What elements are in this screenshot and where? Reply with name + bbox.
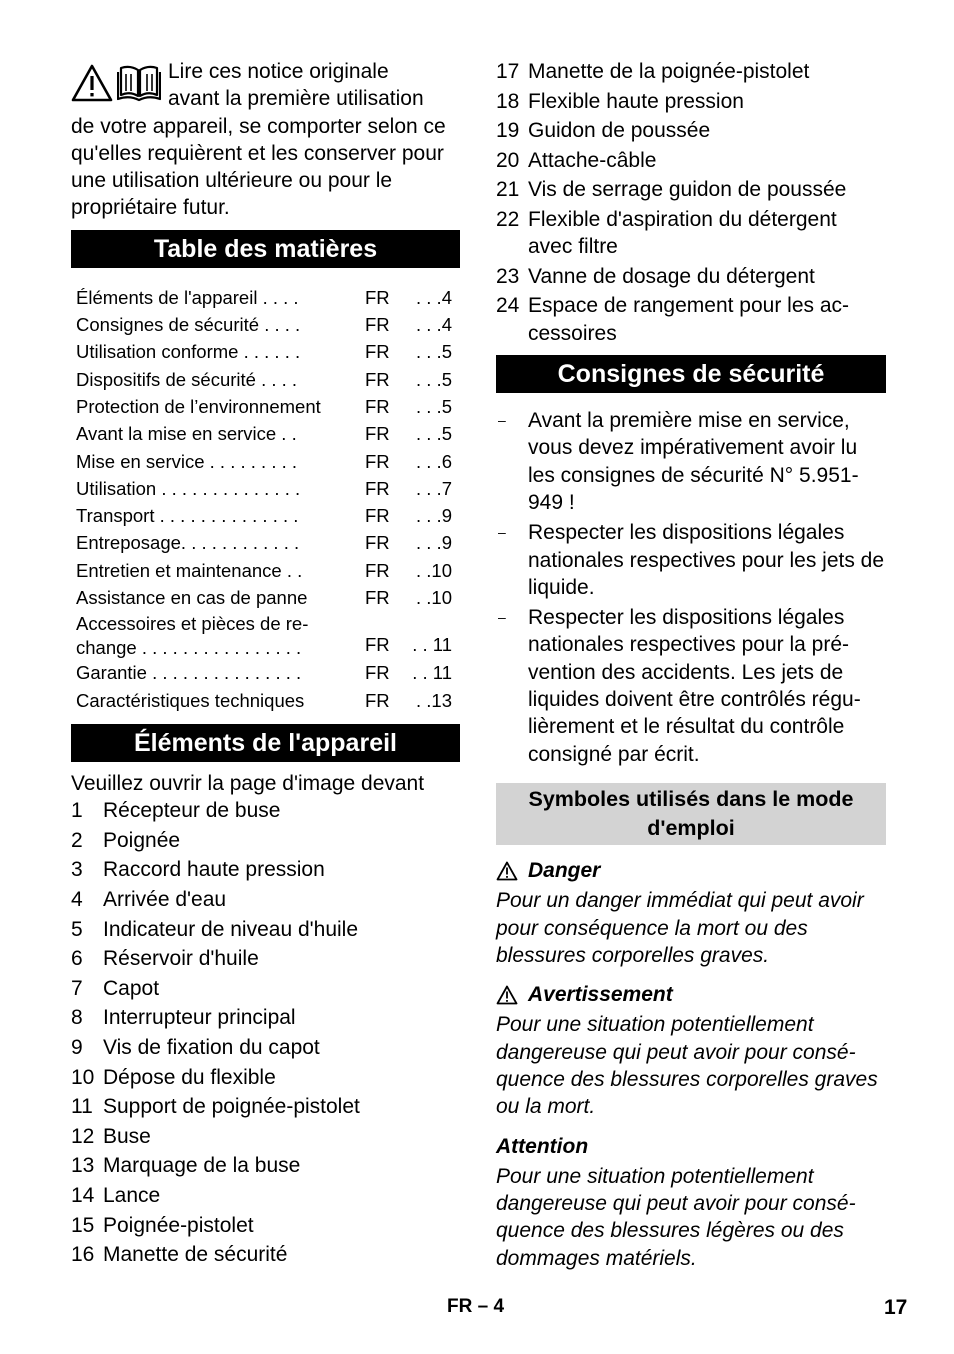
- toc-heading: Table des matières: [71, 230, 460, 268]
- warning-triangle-icon: [496, 861, 518, 881]
- intro-notice: [71, 58, 460, 222]
- warning-triangle-icon: [71, 64, 113, 102]
- warning-triangle-icon: [496, 985, 518, 1005]
- danger-text: Pour un danger immédiat qui peut avoir pour conséquence la mort ou des blessures corporelles graves.: [496, 889, 864, 967]
- left-column: [71, 58, 460, 1271]
- open-book-icon: [117, 64, 161, 102]
- list-item: 6 Réservoir d'huile: [71, 947, 259, 971]
- toc-entry[interactable]: Protection de l’environnement FR . . .5: [76, 395, 452, 417]
- list-item: 3 Raccord haute pression: [71, 858, 325, 882]
- toc-entry[interactable]: Entretien et maintenance . . FR . .10: [76, 559, 452, 581]
- toc-entry[interactable]: Utilisation conforme . . . . . . FR . . .5: [76, 341, 452, 363]
- elements-list-continued: [496, 58, 886, 347]
- intro-line-2: avant la première utilisation: [168, 87, 424, 111]
- warning-text: Pour une situation potentiellement dangereuse qui peut avoir pour consé-quence des blessures corporelles graves ou la mort.: [496, 1013, 878, 1119]
- list-item: 13 Marquage de la buse: [71, 1154, 301, 1178]
- toc-entry[interactable]: Utilisation . . . . . . . . . . . . . . FR . . .7: [76, 477, 452, 499]
- list-item: 7 Capot: [71, 976, 160, 1000]
- toc-entry[interactable]: Dispositifs de sécurité . . . . FR . . .5: [76, 368, 452, 390]
- safety-heading: Consignes de sécurité: [496, 355, 886, 393]
- list-item: 19 Guidon de poussée: [496, 119, 711, 143]
- list-item: 18 Flexible haute pression: [496, 89, 744, 113]
- list-item: 17 Manette de la poignée-pistolet: [496, 60, 810, 83]
- list-item: 16 Manette de sécurité: [71, 1243, 288, 1267]
- list-item: 9 Vis de fixation du capot: [71, 1035, 320, 1059]
- list-item: 1 Récepteur de buse: [71, 799, 281, 823]
- danger-heading: Danger: [496, 857, 886, 884]
- right-column: [496, 58, 886, 1272]
- list-item: 15 Poignée-pistolet: [71, 1213, 254, 1237]
- list-item: 14 Lance: [71, 1183, 161, 1207]
- elements-intro: Veuillez ouvrir la page d'image devant: [71, 771, 425, 795]
- warning-heading: Avertissement: [496, 981, 886, 1008]
- list-item: 22 Flexible d'aspiration du détergent avec filtre: [496, 207, 837, 259]
- toc-entry[interactable]: Consignes de sécurité . . . . FR . . .4: [76, 314, 452, 336]
- elements-list: [71, 797, 460, 1268]
- toc-entry[interactable]: Transport . . . . . . . . . . . . . . FR . . .9: [76, 505, 452, 527]
- list-item: 8 Interrupteur principal: [71, 1006, 296, 1030]
- list-item: 10 Dépose du flexible: [71, 1065, 276, 1089]
- intro-icons: [71, 64, 163, 104]
- list-item: 24 Espace de rangement pour les ac-cessoires: [496, 294, 850, 345]
- list-item: 5 Indicateur de niveau d'huile: [71, 917, 359, 941]
- symbols-heading: Symboles utilisés dans le mode d'emploi: [496, 783, 886, 845]
- list-item: – Avant la première mise en service, vous devez impérativement avoir lu les consignes de sécurité N° 5.951-949 !: [498, 409, 859, 514]
- toc-entry[interactable]: Mise en service . . . . . . . . . FR . . .6: [76, 450, 452, 472]
- list-item: 2 Poignée: [71, 828, 181, 852]
- list-item: 20 Attache-câble: [496, 148, 657, 172]
- toc-entry[interactable]: Entreposage. . . . . . . . . . . . FR . . .9: [76, 532, 452, 554]
- attention-text: Pour une situation potentiellement dangereuse qui peut avoir pour consé-quence des blessures légères ou des dommages matériels.: [496, 1164, 856, 1270]
- toc-entry[interactable]: Caractéristiques techniques FR . .13: [76, 689, 452, 711]
- table-of-contents: [71, 284, 460, 714]
- list-item: – Respecter les dispositions légales nationales respectives pour les jets de liquide.: [498, 521, 885, 599]
- toc-entry[interactable]: Assistance en cas de panne FR . .10: [76, 587, 452, 609]
- list-item: 21 Vis de serrage guidon de poussée: [496, 178, 847, 202]
- toc-entry[interactable]: Accessoires et pièces de re-change . . . . . . . . . . . . . . . . FR . . 11: [76, 613, 452, 659]
- safety-list: [496, 407, 886, 768]
- page-number: 17: [884, 1296, 908, 1319]
- list-item: 4 Arrivée d'eau: [71, 888, 227, 912]
- elements-heading: Éléments de l'appareil: [71, 724, 460, 762]
- toc-entry[interactable]: Garantie . . . . . . . . . . . . . . . FR . . 11: [76, 662, 452, 684]
- list-item: 11 Support de poignée-pistolet: [71, 1095, 360, 1119]
- intro-line-1: Lire ces notice originale: [168, 60, 389, 83]
- list-item: 12 Buse: [71, 1124, 151, 1148]
- footer-section-label: FR – 4: [447, 1296, 505, 1317]
- attention-heading: Attention: [496, 1134, 589, 1158]
- intro-rest: de votre appareil, se comporter selon ce qu'elles requièrent et les conserver pour une utilisation ultérieure ou pour le propriétaire futur.: [71, 114, 446, 220]
- list-item: – Respecter les dispositions légales nationales respectives pour la pré-vention des accidents. Les jets de liquides doivent être contrôlés régu-lièrement et le résultat du contrôle consigné par écrit.: [498, 606, 861, 766]
- toc-entry[interactable]: Avant la mise en service . . FR . . .5: [76, 423, 452, 445]
- toc-entry[interactable]: Éléments de l'appareil . . . . FR . . .4: [76, 286, 452, 308]
- list-item: 23 Vanne de dosage du détergent: [496, 264, 815, 288]
